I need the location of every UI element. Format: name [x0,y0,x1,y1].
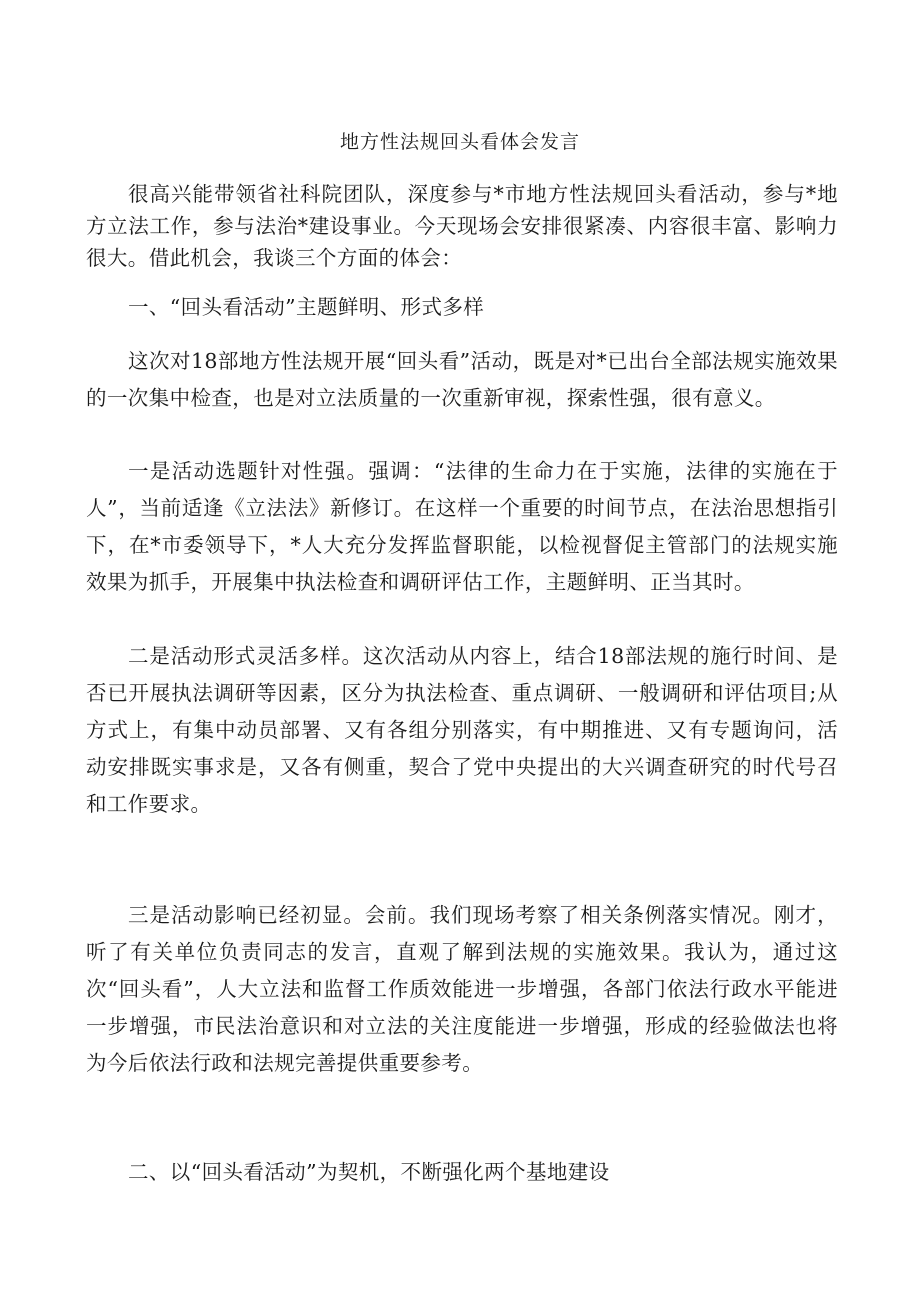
paragraph-1: 这次对18部地方性法规开展“回头看”活动，既是对*已出台全部法规实施效果的一次集中检查，也是对立法质量的一次重新审视，探索性强，很有意义。 [86,349,838,410]
paragraph-3: 二是活动形式灵活多样。这次活动从内容上，结合18部法规的施行时间、是否已开展执法调研等因素，区分为执法检查、重点调研、一般调研和评估项目;从方式上，有集中动员部署、又有各组分别落实，有中期推进、又有专题询问，活动安排既实事求是，又各有侧重，契合了党中央提出的大兴调查研究的时代号召和工作要求。 [86,644,838,816]
intro-paragraph: 很高兴能带领省社科院团队，深度参与*市地方性法规回头看活动，参与*地方立法工作，参与法治*建设事业。今天现场会安排很紧凑、内容很丰富、影响力很大。借此机会，我谈三个方面的体会： [86,182,838,270]
section-heading-1: 一、“回头看活动”主题鲜明、形式多样 [128,295,485,319]
document-title: 地方性法规回头看体会发言 [339,131,580,153]
paragraph-2: 一是活动选题针对性强。强调：“法律的生命力在于实施，法律的实施在于人”，当前适逢《立法法》新修订。在这样一个重要的时间节点，在法治思想指引下，在*市委领导下，*人大充分发挥监督职能，以检视督促主管部门的法规实施效果为抓手，开展集中执法检查和调研评估工作，主题鲜明、正当其时。 [86,459,838,594]
paragraph-4: 三是活动影响已经初显。会前。我们现场考察了相关条例落实情况。刚才，听了有关单位负责同志的发言，直观了解到法规的实施效果。我认为，通过这次“回头看”，人大立法和监督工作质效能进一步增强，各部门依法行政水平能进一步增强，市民法治意识和对立法的关注度能进一步增强，形成的经验做法也将为今后依法行政和法规完善提供重要参考。 [86,903,838,1075]
section-heading-2: 二、以“回头看活动”为契机，不断强化两个基地建设 [128,1160,610,1184]
